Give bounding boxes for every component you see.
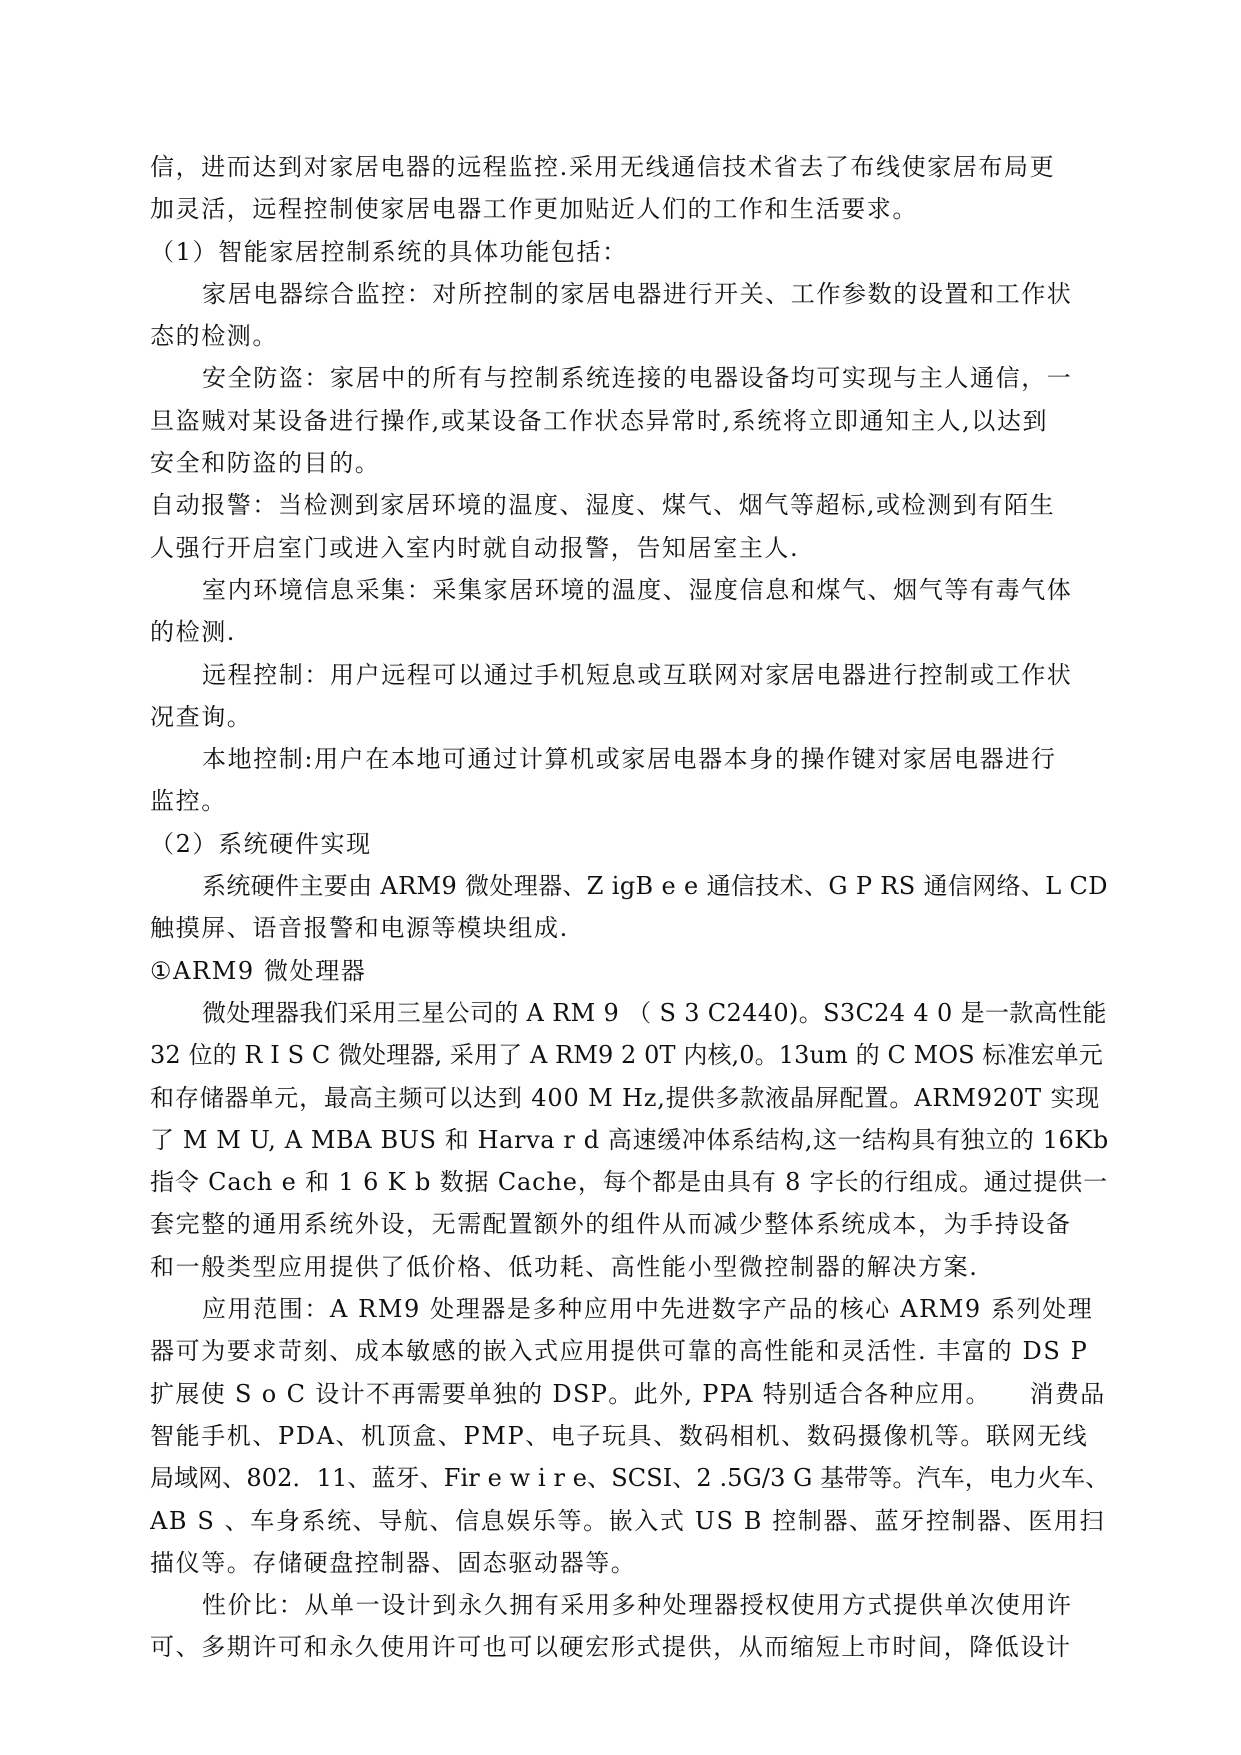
text-line: 应用范围：A RM9 处理器是多种应用中先进数字产品的核心 ARM9 系列处理 — [202, 1295, 1094, 1324]
text-line: 性价比：从单一设计到永久拥有采用多种处理器授权使用方式提供单次使用许 — [202, 1591, 1073, 1620]
text-line: 32 位的 R I S C 微处理器, 采用了 A RM9 2 0T 内核,0。13um 的 C MOS 标准宏单元 — [150, 1041, 1103, 1070]
text-line: ①ARM9 微处理器 — [150, 956, 367, 985]
text-line: 安全防盗：家居中的所有与控制系统连接的电器设备均可实现与主人通信，一 — [202, 364, 1073, 393]
text-line: 远程控制：用户远程可以通过手机短息或互联网对家居电器进行控制或工作状 — [202, 660, 1073, 689]
text-line: 触摸屏、语音报警和电源等模块组成. — [150, 914, 569, 943]
text-line: 扩展使 S o C 设计不再需要单独的 DSP。此外, PPA 特别适合各种应用。 消费品 — [150, 1379, 1106, 1408]
text-line: 人强行开启室门或进入室内时就自动报警，告知居室主人. — [150, 533, 800, 562]
text-line: 指令 Cach e 和 1 6 K b 数据 Cache，每个都是由具有 8 字长的行组成。通过提供一 — [150, 1168, 1108, 1197]
text-line: 可、多期许可和永久使用许可也可以硬宏形式提供，从而缩短上市时间，降低设计 — [150, 1633, 1072, 1662]
text-line: AB S 、车身系统、导航、信息娱乐等。嵌入式 US B 控制器、蓝牙控制器、医用扫 — [150, 1506, 1106, 1535]
text-line: 器可为要求苛刻、成本敏感的嵌入式应用提供可靠的高性能和灵活性. 丰富的 DS P — [150, 1337, 1089, 1366]
text-line: 加灵活，远程控制使家居电器工作更加贴近人们的工作和生活要求。 — [150, 195, 918, 224]
text-line: 况查询。 — [150, 702, 253, 731]
text-line: 态的检测。 — [150, 322, 278, 351]
text-line: 描仪等。存储硬盘控制器、固态驱动器等。 — [150, 1548, 637, 1577]
text-line: （2）系统硬件实现 — [150, 829, 372, 858]
text-line: 局域网、802．11、蓝牙、Fir e w i r e、SCSI、2 .5G/3 G 基带等。汽车，电力火车、 — [150, 1464, 1110, 1493]
text-line: 系统硬件主要由 ARM9 微处理器、Z igB e e 通信技术、G P RS 通信网络、L CD — [202, 872, 1108, 901]
text-line: 旦盗贼对某设备进行操作,或某设备工作状态异常时,系统将立即通知主人,以达到 — [150, 406, 1049, 435]
text-line: 套完整的通用系统外设，无需配置额外的组件从而减少整体系统成本，为手持设备 — [150, 1210, 1072, 1239]
text-line: （1）智能家居控制系统的具体功能包括： — [150, 237, 628, 266]
text-line: 和一般类型应用提供了低价格、低功耗、高性能小型微控制器的解决方案. — [150, 1252, 979, 1281]
text-line: 家居电器综合监控：对所控制的家居电器进行开关、工作参数的设置和工作状 — [202, 279, 1073, 308]
text-line: 安全和防盗的目的。 — [150, 449, 381, 478]
body-text — [150, 146, 1110, 1669]
text-line: 智能手机、PDA、机顶盒、PMP、电子玩具、数码相机、数码摄像机等。联网无线 — [150, 1421, 1089, 1450]
text-line: 了 M M U, A MBA BUS 和 Harva r d 高速缓冲体系结构,这一结构具有独立的 16Kb — [150, 1125, 1109, 1154]
text-line: 本地控制:用户在本地可通过计算机或家居电器本身的操作键对家居电器进行 — [202, 745, 1057, 774]
text-line: 室内环境信息采集：采集家居环境的温度、湿度信息和煤气、烟气等有毒气体 — [202, 575, 1073, 604]
text-line: 的检测. — [150, 618, 237, 647]
text-line: 自动报警：当检测到家居环境的温度、湿度、煤气、烟气等超标,或检测到有陌生 — [150, 491, 1056, 520]
text-line: 和存储器单元，最高主频可以达到 400 M Hz,提供多款液晶屏配置。ARM920T 实现 — [150, 1083, 1101, 1112]
text-line: 微处理器我们采用三星公司的 A RM 9 （ S 3 C2440)。S3C24 4 0 是一款高性能 — [202, 998, 1107, 1027]
text-line: 信，进而达到对家居电器的远程监控.采用无线通信技术省去了布线使家居布局更 — [150, 153, 1056, 181]
text-line: 监控。 — [150, 787, 227, 816]
